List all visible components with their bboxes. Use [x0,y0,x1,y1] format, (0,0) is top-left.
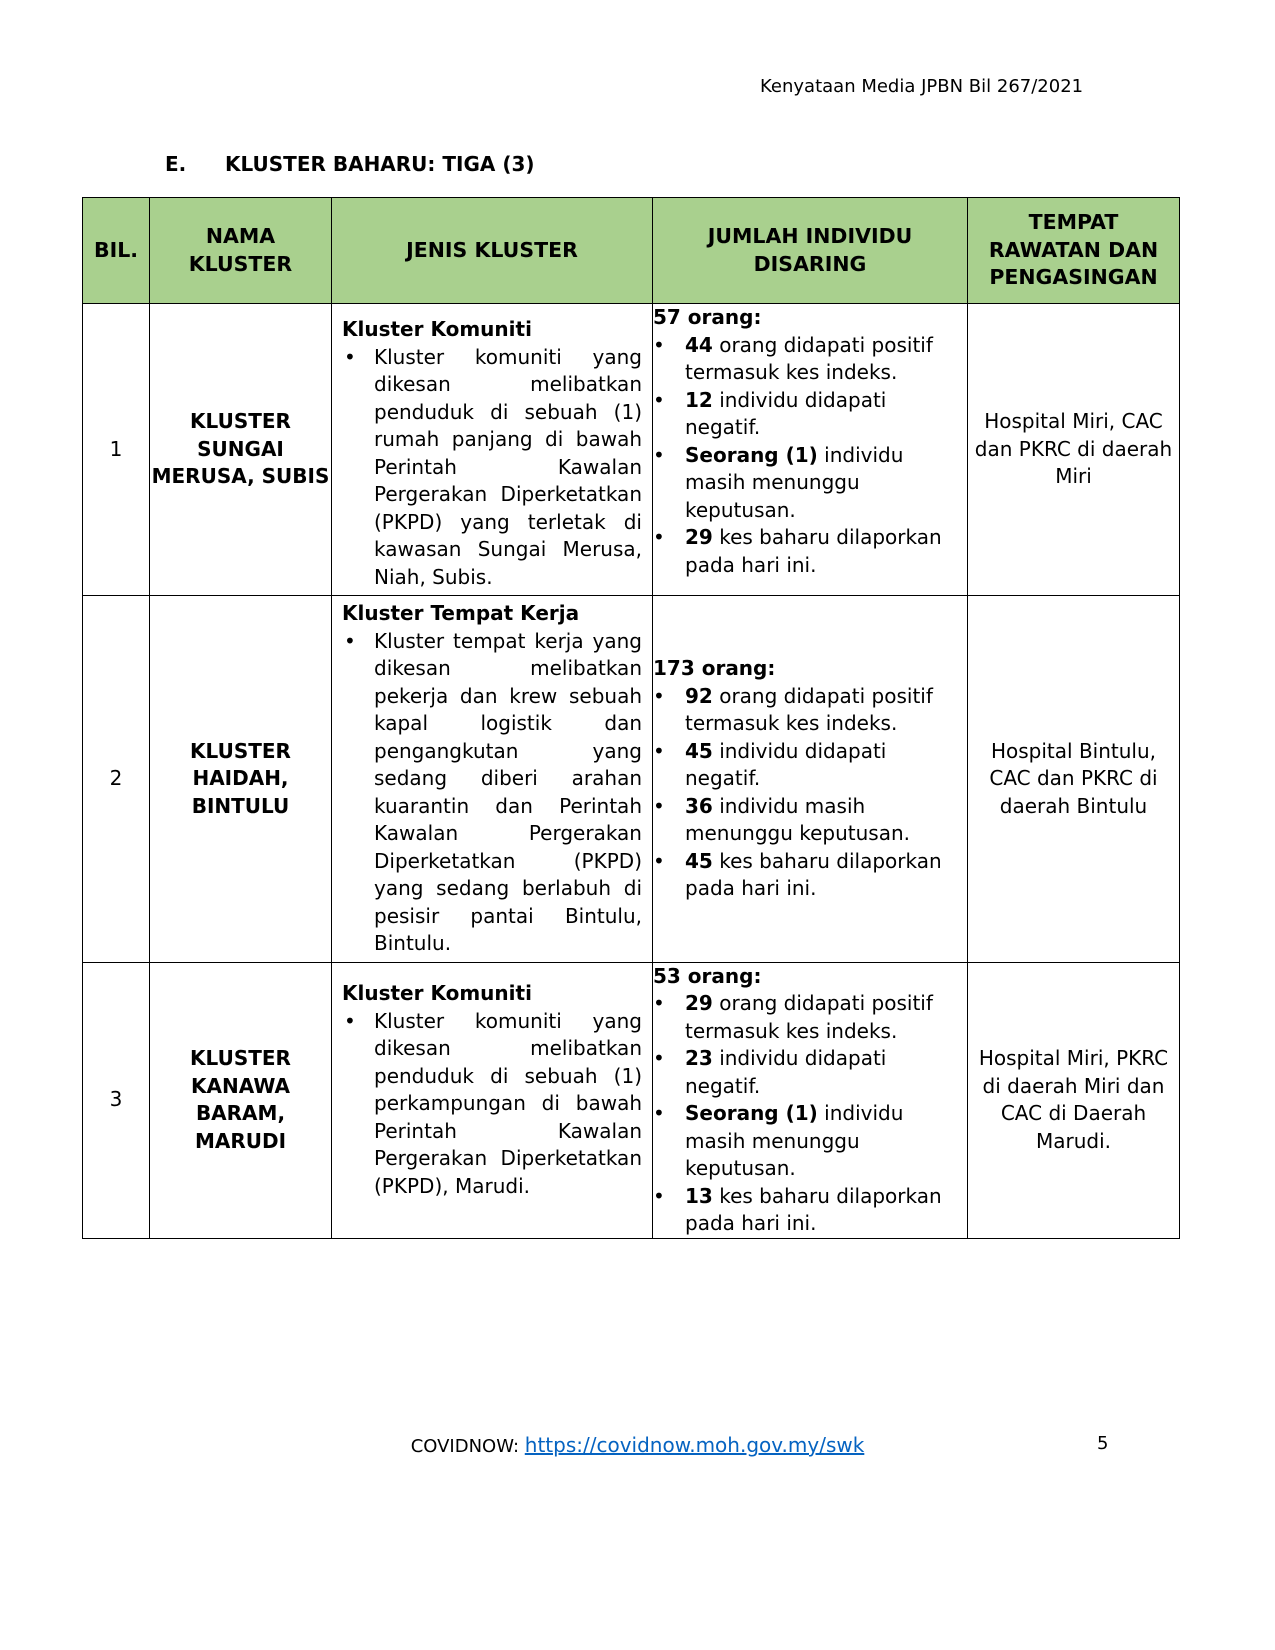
jumlah-item-desc: individu didapati negatif. [685,387,887,439]
cell-nama-kluster: KLUSTER HAIDAH, BINTULU [150,596,332,963]
table-header-row [83,198,1180,304]
jenis-item [342,1008,642,1201]
jumlah-total: 57 orang: [653,305,762,329]
jumlah-item-text [685,1100,967,1183]
bullet-icon: • [653,793,665,818]
jumlah-item [653,1045,967,1100]
jumlah-item [653,793,967,848]
column-header-nama: NAMA KLUSTER [150,198,332,304]
jumlah-total: 53 orang: [653,963,762,988]
table-row [83,304,1180,596]
bullet-icon: • [653,991,665,1015]
jumlah-item [653,387,967,442]
jumlah-item-count: 13 [685,1183,713,1208]
jumlah-item-desc: kes baharu dilaporkan pada hari ini. [685,525,942,577]
jumlah-item-count: 44 [685,332,713,357]
jenis-item [342,344,642,592]
jenis-title: Kluster Komuniti [342,981,532,1005]
jumlah-item-desc: individu didapati negatif. [685,1046,887,1098]
jumlah-item-desc: individu masih menunggu keputusan. [685,442,904,522]
jumlah-item-text [685,332,967,387]
cell-tempat-rawatan: Hospital Miri, CAC dan PKRC di daerah Miri [968,304,1180,596]
cluster-table [82,197,1180,1239]
jumlah-item-count: 23 [685,1046,713,1070]
jumlah-item-text [685,683,967,738]
cell-jenis-kluster [332,596,653,963]
bullet-icon: • [653,738,665,763]
jenis-description: Kluster komuniti yang dikesan melibatkan penduduk di sebuah (1) perkampungan di bawah Perintah Kawalan Pergerakan Diperketatkan (PKPD), Marudi. [374,1008,642,1198]
table-row [83,596,1180,963]
jumlah-item-desc: kes baharu dilaporkan pada hari ini. [685,1183,942,1235]
footer-label: COVIDNOW: [410,1436,525,1457]
bullet-icon: • [653,525,665,549]
cell-nama-kluster: KLUSTER KANAWA BARAM, MARUDI [150,962,332,1238]
bullet-icon: • [653,442,665,467]
jenis-item [342,628,642,958]
jumlah-item-text [685,738,967,793]
section-heading [165,152,535,176]
bullet-icon: • [653,1046,665,1070]
jumlah-item-count: 45 [685,848,713,873]
cell-tempat-rawatan: Hospital Miri, PKRC di daerah Miri dan CAC di Daerah Marudi. [968,962,1180,1238]
cell-jumlah-individu [653,596,968,963]
bullet-icon: • [344,628,356,653]
jumlah-item-text [685,524,967,579]
jumlah-item-count: 45 [685,738,713,763]
jumlah-item [653,442,967,525]
cell-jumlah-individu [653,304,968,596]
jumlah-item [653,1183,967,1238]
jumlah-item-text [685,442,967,525]
jenis-description: Kluster komuniti yang dikesan melibatkan penduduk di sebuah (1) rumah panjang di bawah Perintah Kawalan Pergerakan Diperketatkan (PKPD) yang terletak di kawasan Sungai Merusa, Niah, Subis. [374,344,642,589]
bullet-icon: • [653,387,665,412]
column-header-bil: BIL. [83,198,150,304]
jumlah-item-count: Seorang (1) [685,1101,818,1125]
cell-bil: 3 [83,962,150,1238]
jumlah-item [653,848,967,903]
jenis-description: Kluster tempat kerja yang dikesan melibatkan pekerja dan krew sebuah kapal logistik dan pengangkutan yang sedang diberi arahan kuarantin dan Perintah Kawalan Pergerakan Diperketatkan (PKPD) yang sedang berlabuh di pesisir pantai Bintulu, Bintulu. [374,628,642,955]
jumlah-item [653,683,967,738]
jumlah-item [653,990,967,1045]
jumlah-item-count: 36 [685,793,713,818]
page-number: 5 [1097,1433,1109,1454]
cell-tempat-rawatan: Hospital Bintulu, CAC dan PKRC di daerah Bintulu [968,596,1180,963]
jumlah-item-count: 29 [685,991,713,1015]
jumlah-item [653,738,967,793]
column-header-jenis: JENIS KLUSTER [332,198,653,304]
jumlah-item-count: Seorang (1) [685,442,818,467]
jumlah-item-desc: kes baharu dilaporkan pada hari ini. [685,848,942,900]
jumlah-item-count: 29 [685,525,713,549]
bullet-icon: • [653,683,665,708]
jumlah-item [653,332,967,387]
table-row [83,962,1180,1238]
jumlah-item-desc: individu masih menunggu keputusan. [685,793,911,845]
column-header-tempat: TEMPAT RAWATAN DAN PENGASINGAN [968,198,1180,304]
jumlah-item-desc: orang didapati positif termasuk kes indeks. [685,991,933,1043]
jumlah-item-desc: orang didapati positif termasuk kes indeks. [685,683,933,735]
jumlah-item-desc: orang didapati positif termasuk kes indeks. [685,332,933,384]
bullet-icon: • [653,848,665,873]
bullet-icon: • [653,1183,665,1208]
bullet-icon: • [653,1101,665,1125]
cell-bil: 2 [83,596,150,963]
cell-jenis-kluster [332,304,653,596]
jumlah-item-text [685,387,967,442]
jumlah-total: 173 orang: [653,656,776,680]
jenis-title: Kluster Komuniti [342,317,532,341]
cell-nama-kluster: KLUSTER SUNGAI MERUSA, SUBIS [150,304,332,596]
jumlah-item-desc: individu didapati negatif. [685,738,887,790]
jumlah-item-count: 12 [685,387,713,412]
column-header-jumlah: JUMLAH INDIVIDU DISARING [653,198,968,304]
section-title: KLUSTER BAHARU: TIGA (3) [225,152,535,176]
covidnow-link[interactable]: https://covidnow.moh.gov.my/swk [524,1433,865,1457]
jumlah-item-desc: individu masih menunggu keputusan. [685,1101,904,1180]
cell-jumlah-individu [653,962,968,1238]
jumlah-item-text [685,1045,967,1100]
jumlah-item [653,1100,967,1183]
bullet-icon: • [653,332,665,357]
jenis-title: Kluster Tempat Kerja [342,601,580,625]
cell-bil: 1 [83,304,150,596]
jumlah-item-text [685,1183,967,1238]
jumlah-item-text [685,848,967,903]
bullet-icon: • [344,344,356,369]
section-letter: E. [165,152,187,176]
page-footer [0,1433,1275,1457]
jumlah-item-text [685,990,967,1045]
jumlah-item-count: 92 [685,683,713,708]
document-reference: Kenyataan Media JPBN Bil 267/2021 [760,76,1084,97]
bullet-icon: • [344,1008,356,1033]
cell-jenis-kluster [332,962,653,1238]
jumlah-item-text [685,793,967,848]
jumlah-item [653,524,967,579]
